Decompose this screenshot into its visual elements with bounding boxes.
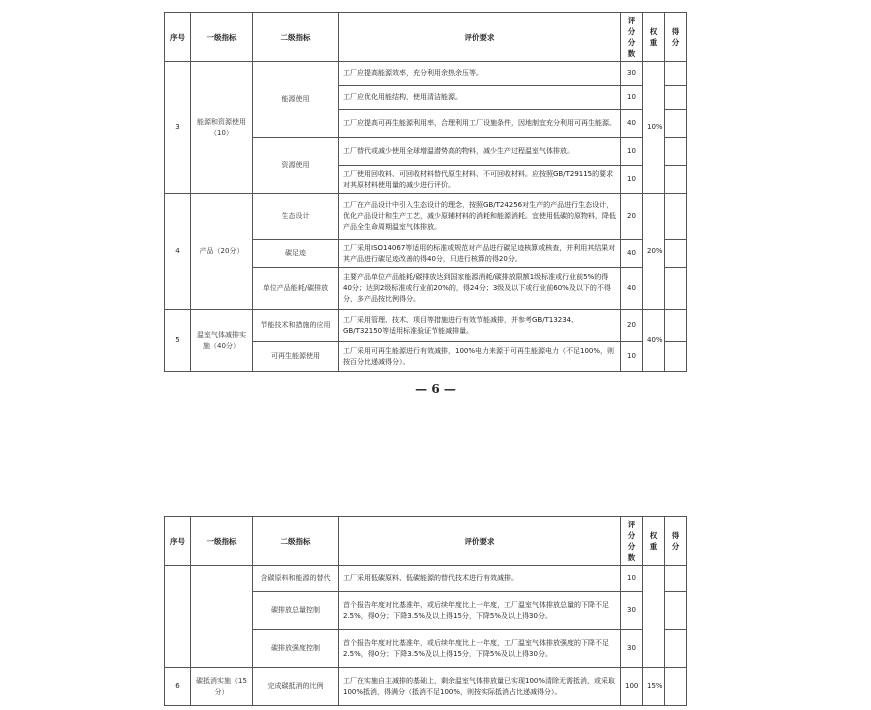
weight-value: 15% [643, 668, 665, 706]
table-row [165, 62, 687, 86]
score-value: 40 [621, 240, 643, 268]
level2-indicator: 可再生能源使用 [253, 342, 339, 372]
get-score-cell [665, 342, 687, 372]
section-no-continued [165, 566, 191, 668]
weight-cell-continued [643, 566, 665, 668]
score-value: 40 [621, 110, 643, 138]
weight-value: 20% [643, 194, 665, 310]
get-score-cell [665, 194, 687, 240]
get-score-cell [665, 592, 687, 630]
requirement-text: 工厂采用ISO14067等适用的标准或规范对产品进行碳足迹核算或核查，并利用其结果对其产品进行碳足迹改善的得40分，只进行核算的得20分。 [339, 240, 621, 268]
level2-indicator: 能源使用 [253, 62, 339, 138]
get-score-cell [665, 668, 687, 706]
requirement-text: 工厂使用回收料、可回收材料替代原生材料、不可回收材料。应按照GB/T29115的要求对其原材料使用量的减少进行评价。 [339, 166, 621, 194]
requirement-text: 首个报告年度对比基准年，或后续年度比上一年度，工厂温室气体排放强度的下降不足2.5%，得0分；下降3.5%及以上得15分，下降5%及以上得30分。 [339, 630, 621, 668]
level1-indicator: 碳抵消实施（15分） [191, 668, 253, 706]
table-header-row [165, 13, 687, 62]
requirement-text: 工厂应提高能源效率，充分利用余热余压等。 [339, 62, 621, 86]
section-no: 5 [165, 310, 191, 372]
header-score: 评分分数 [621, 13, 643, 62]
header-requirement: 评价要求 [339, 517, 621, 566]
requirement-text: 工厂采用可再生能源进行有效减排，100%电力来源于可再生能源电力（不足100%，则按百分比递减得分）。 [339, 342, 621, 372]
get-score-cell [665, 62, 687, 86]
score-value: 30 [621, 630, 643, 668]
get-score-cell [665, 240, 687, 268]
requirement-text: 工厂应优化用能结构，使用清洁能源。 [339, 86, 621, 110]
score-value: 30 [621, 592, 643, 630]
level1-indicator: 能源和资源使用（10） [191, 62, 253, 194]
table-header-row [165, 517, 687, 566]
level2-indicator: 节能技术和措施的应用 [253, 310, 339, 342]
level2-indicator: 碳排放强度控制 [253, 630, 339, 668]
level2-indicator: 碳排放总量控制 [253, 592, 339, 630]
header-level1: 一级指标 [191, 517, 253, 566]
score-value: 20 [621, 310, 643, 342]
header-requirement: 评价要求 [339, 13, 621, 62]
header-score: 评分分数 [621, 517, 643, 566]
requirement-text: 主要产品单位产品能耗/碳排放达到国家能源消耗/碳排放限额1级标准或行业前5%的得40分；达到2级标准或行业前20%的，得24分；3级及以下或行业前60%及以下的不得分，多产品按比例得分。 [339, 268, 621, 310]
get-score-cell [665, 310, 687, 342]
requirement-text: 工厂在实施自主减排的基础上，剩余温室气体排放量已实现100%清除无需抵消，或采取100%抵消，得满分（抵消不足100%，则按实际抵消占比递减得分）。 [339, 668, 621, 706]
evaluation-table-page-6 [164, 12, 687, 372]
header-get: 得分 [665, 13, 687, 62]
get-score-cell [665, 86, 687, 110]
score-value: 100 [621, 668, 643, 706]
header-get: 得分 [665, 517, 687, 566]
score-value: 10 [621, 342, 643, 372]
score-value: 10 [621, 566, 643, 592]
header-level2: 二级指标 [253, 517, 339, 566]
level1-indicator: 温室气体减排实施（40分） [191, 310, 253, 372]
get-score-cell [665, 138, 687, 166]
requirement-text: 工厂采用管理、技术、项目等措施进行有效节能减排，并参考GB/T13234、GB/T32150等适用标准验证节能减排量。 [339, 310, 621, 342]
level2-indicator: 完成碳抵消的比例 [253, 668, 339, 706]
level1-indicator-continued [191, 566, 253, 668]
level1-indicator: 产品（20分） [191, 194, 253, 310]
get-score-cell [665, 630, 687, 668]
score-value: 20 [621, 194, 643, 240]
section-no: 6 [165, 668, 191, 706]
score-value: 10 [621, 166, 643, 194]
evaluation-table-page-7 [164, 516, 687, 706]
table-row [165, 194, 687, 240]
get-score-cell [665, 110, 687, 138]
level2-indicator: 生态设计 [253, 194, 339, 240]
get-score-cell [665, 566, 687, 592]
requirement-text: 工厂替代或减少使用全球增温潜势高的物料，减少生产过程温室气体排放。 [339, 138, 621, 166]
header-level2: 二级指标 [253, 13, 339, 62]
requirement-text: 工厂在产品设计中引入生态设计的理念，按照GB/T24256对生产的产品进行生态设计，优化产品设计和生产工艺，减少原辅材料的消耗和能源消耗。宜使用低碳的原物料，降低产品全生命周期温室气体排放。 [339, 194, 621, 240]
section-no: 4 [165, 194, 191, 310]
header-no: 序号 [165, 517, 191, 566]
get-score-cell [665, 166, 687, 194]
level2-indicator: 单位产品能耗/碳排放 [253, 268, 339, 310]
requirement-text: 首个报告年度对比基准年，或后续年度比上一年度，工厂温室气体排放总量的下降不足2.5%，得0分；下降3.5%及以上得15分，下降5%及以上得30分。 [339, 592, 621, 630]
header-level1: 一级指标 [191, 13, 253, 62]
score-value: 30 [621, 62, 643, 86]
level2-indicator: 资源使用 [253, 138, 339, 194]
level2-indicator: 含碳原料和能源的替代 [253, 566, 339, 592]
table-row [165, 566, 687, 592]
weight-value: 10% [643, 62, 665, 194]
header-weight: 权重 [643, 517, 665, 566]
section-no: 3 [165, 62, 191, 194]
score-value: 10 [621, 138, 643, 166]
header-weight: 权重 [643, 13, 665, 62]
score-value: 40 [621, 268, 643, 310]
table-row [165, 310, 687, 342]
header-no: 序号 [165, 13, 191, 62]
requirement-text: 工厂应提高可再生能源利用率，合理利用工厂设施条件，因地制宜充分利用可再生能源。 [339, 110, 621, 138]
page-number: — 6 — [415, 382, 456, 396]
score-value: 10 [621, 86, 643, 110]
weight-value: 40% [643, 310, 665, 372]
level2-indicator: 碳足迹 [253, 240, 339, 268]
table-row [165, 668, 687, 706]
requirement-text: 工厂采用低碳原料、低碳能源的替代技术进行有效减排。 [339, 566, 621, 592]
get-score-cell [665, 268, 687, 310]
